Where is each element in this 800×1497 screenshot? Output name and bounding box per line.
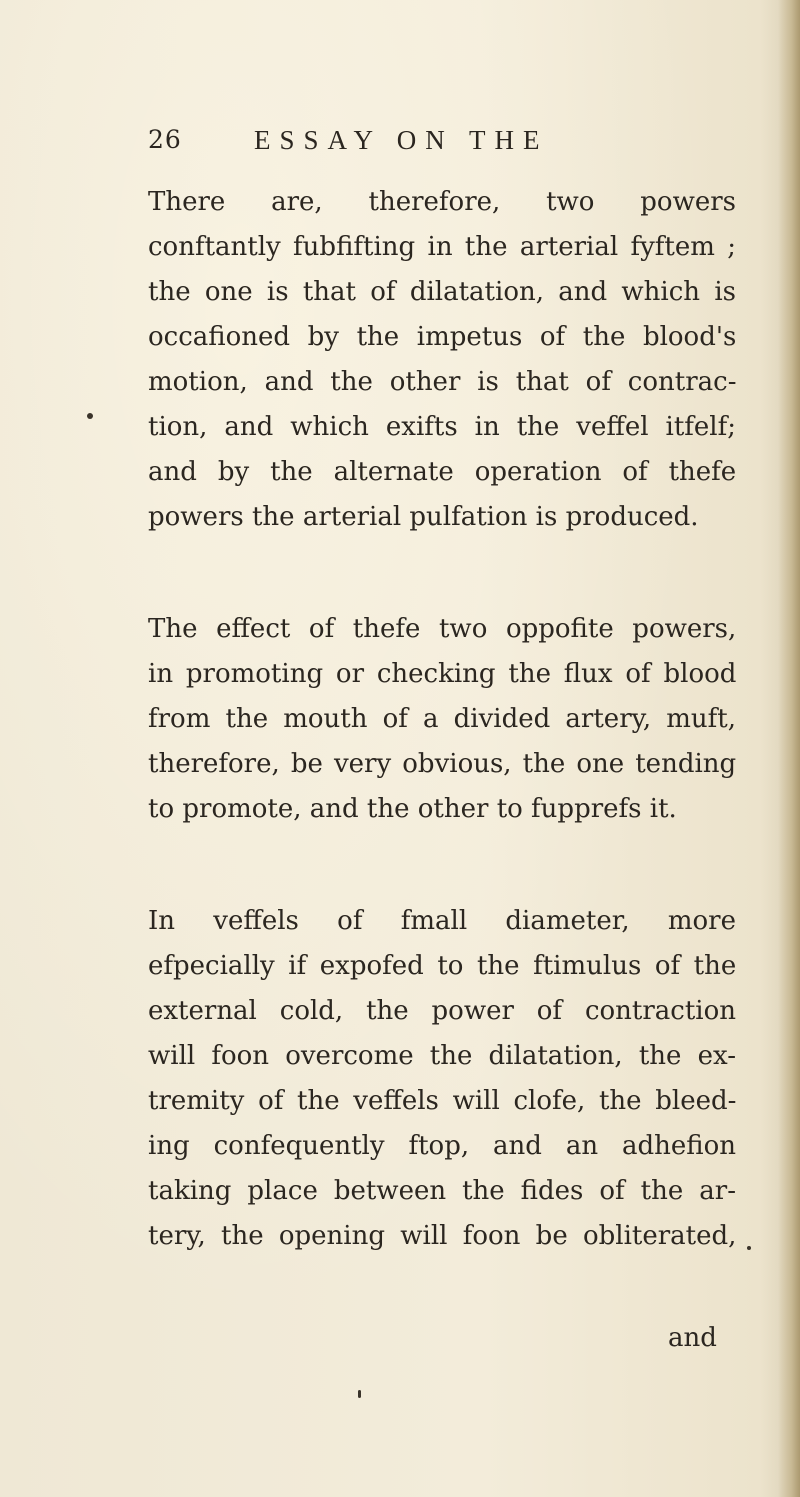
page-number: 26 — [148, 125, 182, 154]
text-line: taking place between the fides of the ar- — [148, 1176, 736, 1206]
paragraph-gap — [148, 832, 736, 899]
ink-speck — [358, 1390, 361, 1398]
text-line: to promote, and the other to fupprefs it. — [148, 794, 677, 824]
text-line: therefore, be very obvious, the one tending — [148, 749, 737, 779]
text-line: motion, and the other is that of contrac- — [148, 367, 737, 397]
text-line: In veffels of fmall diameter, more — [148, 906, 736, 936]
text-line: the one is that of dilatation, and which is — [148, 277, 736, 307]
text-line: occafioned by the impetus of the blood's — [148, 322, 737, 352]
text-line: The effect of thefe two oppofite powers, — [148, 614, 737, 644]
paragraph-2 — [148, 607, 736, 832]
page-header — [148, 125, 708, 165]
text-line: will foon overcome the dilatation, the ex- — [148, 1041, 736, 1071]
catchword: and — [668, 1323, 717, 1353]
page-edge-shadow — [778, 0, 800, 1497]
text-line: and by the alternate operation of thefe — [148, 457, 737, 487]
text-line: tremity of the veffels will clofe, the bleed- — [148, 1086, 737, 1116]
paragraph-gap — [148, 540, 736, 607]
paragraph-1 — [148, 180, 736, 540]
text-line: ing confequently ftop, and an adhefion — [148, 1131, 736, 1161]
ink-speck — [747, 1246, 751, 1250]
text-line: efpecially if expofed to the ftimulus of the — [148, 951, 737, 981]
text-line: conftantly fubfifting in the arterial fyftem ; — [148, 232, 736, 262]
paragraph-3 — [148, 899, 736, 1259]
text-line: from the mouth of a divided artery, muft, — [148, 704, 736, 734]
text-line: in promoting or checking the flux of blood — [148, 659, 737, 689]
running-head: ESSAY ON THE — [254, 125, 549, 155]
text-line: powers the arterial pulfation is produced. — [148, 502, 699, 532]
text-line: external cold, the power of contraction — [148, 996, 736, 1026]
text-line: There are, therefore, two powers — [148, 187, 736, 217]
text-line: tion, and which exifts in the veffel itfelf; — [148, 412, 736, 442]
ink-speck — [87, 413, 93, 419]
text-line: tery, the opening will foon be obliterated, — [148, 1221, 737, 1251]
body-text — [148, 180, 736, 1259]
